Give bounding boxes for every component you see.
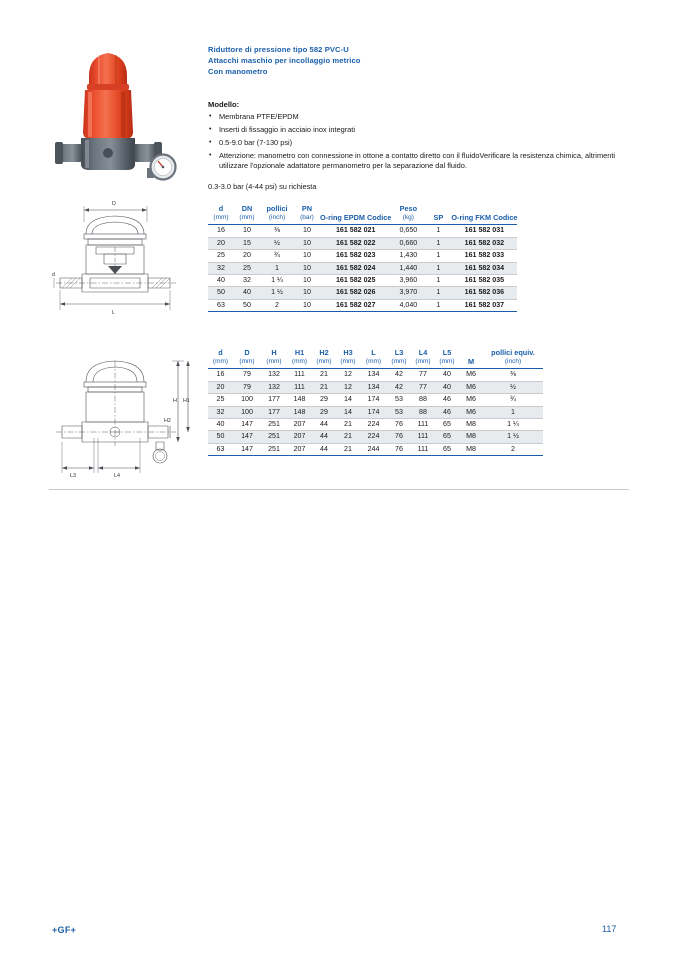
bullet-dot-icon: • bbox=[209, 152, 212, 159]
col-header-d-unit: (mm) bbox=[212, 358, 229, 366]
cell-L: 174 bbox=[360, 406, 387, 418]
table-row bbox=[208, 431, 543, 443]
table-dimensions bbox=[208, 348, 543, 456]
drawing-label-d: d bbox=[52, 272, 55, 278]
section-divider bbox=[49, 489, 629, 490]
title-line-1: Riduttore di pressione tipo 582 PVC-U bbox=[208, 45, 349, 54]
cell-L5: 40 bbox=[435, 369, 459, 381]
cell-dn: 40 bbox=[234, 287, 260, 299]
col-header-M-label: M bbox=[467, 357, 475, 367]
cell-L3: 76 bbox=[387, 418, 411, 430]
cell-D: 79 bbox=[233, 369, 261, 381]
cell-d: 25 bbox=[208, 394, 233, 406]
cell-L4: 111 bbox=[411, 443, 435, 455]
cell-peso: 0,650 bbox=[391, 225, 425, 237]
col-header-pn-label: PN bbox=[301, 204, 313, 213]
col-header-d bbox=[208, 204, 234, 225]
cell-H3: 14 bbox=[336, 406, 360, 418]
cell-H2: 21 bbox=[312, 381, 336, 393]
col-header-d-unit: (mm) bbox=[213, 214, 229, 222]
cell-code-epdm: 161 582 021 bbox=[320, 225, 391, 237]
cell-H2: 21 bbox=[312, 369, 336, 381]
cell-pollici: 1 bbox=[260, 262, 294, 274]
cell-H3: 21 bbox=[336, 418, 360, 430]
cell-sp: 1 bbox=[425, 262, 451, 274]
title-line-3: Con manometro bbox=[208, 67, 268, 77]
cell-H: 132 bbox=[261, 369, 287, 381]
cell-pollici: 1 ½ bbox=[260, 287, 294, 299]
col-header-M bbox=[459, 348, 483, 369]
cell-L5: 65 bbox=[435, 418, 459, 430]
table-row bbox=[208, 274, 517, 286]
cell-peso: 4,040 bbox=[391, 299, 425, 311]
cell-L3: 76 bbox=[387, 431, 411, 443]
product-photo bbox=[55, 40, 185, 180]
pressure-range-note: 0.3-3.0 bar (4-44 psi) su richiesta bbox=[208, 182, 317, 191]
col-header-oring-fkm bbox=[451, 204, 517, 225]
col-header-oring-fkm-label: O-ring FKM Codice bbox=[451, 213, 518, 223]
cell-pn: 10 bbox=[294, 250, 320, 262]
table-row bbox=[208, 394, 543, 406]
drawing-label-L4: L4 bbox=[114, 473, 120, 479]
cell-sp: 1 bbox=[425, 237, 451, 249]
col-header-L3 bbox=[387, 348, 411, 369]
table-row bbox=[208, 381, 543, 393]
product-title bbox=[208, 44, 638, 78]
col-header-L-label: L bbox=[371, 348, 376, 357]
cell-H1: 148 bbox=[287, 406, 312, 418]
col-header-L bbox=[360, 348, 387, 369]
col-header-pn bbox=[294, 204, 320, 225]
cell-H: 132 bbox=[261, 381, 287, 393]
table-row bbox=[208, 287, 517, 299]
col-header-D bbox=[233, 348, 261, 369]
cell-sp: 1 bbox=[425, 274, 451, 286]
cell-H1: 148 bbox=[287, 394, 312, 406]
cell-D: 100 bbox=[233, 406, 261, 418]
cell-L5: 40 bbox=[435, 381, 459, 393]
cell-L: 224 bbox=[360, 431, 387, 443]
cell-H1: 207 bbox=[287, 431, 312, 443]
cell-pn: 10 bbox=[294, 287, 320, 299]
cell-pn: 10 bbox=[294, 262, 320, 274]
cell-d: 40 bbox=[208, 418, 233, 430]
cell-L5: 65 bbox=[435, 443, 459, 455]
cell-dn: 50 bbox=[234, 299, 260, 311]
col-header-D-label: D bbox=[244, 348, 250, 357]
list-item-label: Inserti di fissaggio in acciaio inox integrati bbox=[219, 125, 355, 134]
table-row bbox=[208, 225, 517, 237]
cell-D: 147 bbox=[233, 443, 261, 455]
cell-d: 16 bbox=[208, 225, 234, 237]
cell-code-fkm: 161 582 033 bbox=[451, 250, 517, 262]
cell-H3: 21 bbox=[336, 443, 360, 455]
col-header-sp bbox=[425, 204, 451, 225]
list-item bbox=[208, 125, 636, 135]
col-header-L5 bbox=[435, 348, 459, 369]
drawing-label-H: H bbox=[173, 398, 177, 404]
cell-sp: 1 bbox=[425, 225, 451, 237]
cell-H2: 44 bbox=[312, 443, 336, 455]
cell-M: M6 bbox=[459, 394, 483, 406]
list-item bbox=[208, 138, 636, 148]
col-header-H-unit: (mm) bbox=[266, 358, 282, 366]
list-item bbox=[208, 151, 636, 172]
cell-code-fkm: 161 582 036 bbox=[451, 287, 517, 299]
col-header-pollici-equiv-label: pollici equiv. bbox=[491, 348, 535, 357]
cell-sp: 1 bbox=[425, 250, 451, 262]
col-header-pn-unit: (bar) bbox=[300, 214, 314, 222]
cell-M: M6 bbox=[459, 381, 483, 393]
cell-L5: 46 bbox=[435, 394, 459, 406]
cell-code-epdm: 161 582 026 bbox=[320, 287, 391, 299]
cell-M: M8 bbox=[459, 431, 483, 443]
cell-M: M8 bbox=[459, 443, 483, 455]
col-header-pollici-label: pollici bbox=[266, 204, 288, 213]
cell-L: 134 bbox=[360, 381, 387, 393]
cell-D: 147 bbox=[233, 431, 261, 443]
col-header-sp-label: SP bbox=[433, 213, 444, 223]
cell-H1: 207 bbox=[287, 443, 312, 455]
cell-H2: 44 bbox=[312, 418, 336, 430]
model-heading: Modello: bbox=[208, 100, 240, 109]
cell-pollici: ½ bbox=[260, 237, 294, 249]
cell-code-fkm: 161 582 034 bbox=[451, 262, 517, 274]
cell-H2: 44 bbox=[312, 431, 336, 443]
cell-code-epdm: 161 582 024 bbox=[320, 262, 391, 274]
cell-M: M8 bbox=[459, 418, 483, 430]
cell-pollici: 2 bbox=[260, 299, 294, 311]
cell-code-fkm: 161 582 031 bbox=[451, 225, 517, 237]
col-header-oring-epdm bbox=[320, 204, 391, 225]
col-header-H bbox=[261, 348, 287, 369]
cell-L: 224 bbox=[360, 418, 387, 430]
cell-dn: 32 bbox=[234, 274, 260, 286]
cell-pollici-equiv: 1 bbox=[483, 406, 543, 418]
list-item-label: 0.5-9.0 bar (7-130 psi) bbox=[219, 138, 293, 147]
col-header-pollici-equiv-unit: (inch) bbox=[504, 358, 522, 366]
cell-pollici: ¾ bbox=[260, 250, 294, 262]
cell-L4: 111 bbox=[411, 418, 435, 430]
col-header-H-label: H bbox=[271, 348, 277, 357]
cell-pollici-equiv: 2 bbox=[483, 443, 543, 455]
list-item bbox=[208, 112, 636, 122]
cell-L: 244 bbox=[360, 443, 387, 455]
col-header-H1-label: H1 bbox=[294, 348, 305, 357]
cell-L5: 65 bbox=[435, 431, 459, 443]
cell-d: 50 bbox=[208, 287, 234, 299]
cell-d: 20 bbox=[208, 237, 234, 249]
col-header-peso bbox=[391, 204, 425, 225]
page-number: 117 bbox=[602, 924, 617, 934]
cell-H1: 111 bbox=[287, 369, 312, 381]
cell-pollici-equiv: ⅜ bbox=[483, 369, 543, 381]
brand-logo: +GF+ bbox=[52, 925, 77, 935]
col-header-L3-unit: (mm) bbox=[391, 358, 407, 366]
drawing-label-H2: H2 bbox=[164, 418, 171, 424]
col-header-H2 bbox=[312, 348, 336, 369]
cell-H: 251 bbox=[261, 418, 287, 430]
cell-code-fkm: 161 582 032 bbox=[451, 237, 517, 249]
cell-dn: 25 bbox=[234, 262, 260, 274]
cell-peso: 1,440 bbox=[391, 262, 425, 274]
table-row bbox=[208, 262, 517, 274]
col-header-H2-unit: (mm) bbox=[316, 358, 332, 366]
col-header-H2-label: H2 bbox=[319, 348, 329, 357]
cell-d: 20 bbox=[208, 381, 233, 393]
col-header-dn-label: DN bbox=[241, 204, 253, 213]
col-header-H1 bbox=[287, 348, 312, 369]
technical-drawing-section bbox=[52, 192, 192, 340]
cell-L: 134 bbox=[360, 369, 387, 381]
cell-pollici-equiv: 1 ¼ bbox=[483, 418, 543, 430]
cell-H: 177 bbox=[261, 394, 287, 406]
col-header-oring-epdm-label: O-ring EPDM Codice bbox=[320, 213, 392, 223]
bullet-dot-icon: • bbox=[209, 113, 212, 120]
col-header-L-unit: (mm) bbox=[365, 358, 382, 366]
technical-drawing-outline bbox=[52, 346, 192, 486]
cell-d: 40 bbox=[208, 274, 234, 286]
cell-code-fkm: 161 582 035 bbox=[451, 274, 517, 286]
col-header-d bbox=[208, 348, 233, 369]
col-header-H3 bbox=[336, 348, 360, 369]
col-header-L4-label: L4 bbox=[418, 348, 428, 357]
cell-code-epdm: 161 582 027 bbox=[320, 299, 391, 311]
cell-H: 251 bbox=[261, 443, 287, 455]
cell-H3: 12 bbox=[336, 381, 360, 393]
cell-dn: 10 bbox=[234, 225, 260, 237]
bullet-dot-icon: • bbox=[209, 139, 212, 146]
cell-H: 251 bbox=[261, 431, 287, 443]
col-header-L5-label: L5 bbox=[442, 348, 452, 357]
table-row bbox=[208, 418, 543, 430]
cell-L3: 53 bbox=[387, 406, 411, 418]
table-row bbox=[208, 299, 517, 311]
table-row bbox=[208, 237, 517, 249]
col-header-L4-unit: (mm) bbox=[415, 358, 431, 366]
cell-D: 100 bbox=[233, 394, 261, 406]
model-bullet-list bbox=[208, 112, 636, 174]
drawing-label-L3: L3 bbox=[70, 473, 76, 479]
table-row bbox=[208, 443, 543, 455]
table-row bbox=[208, 406, 543, 418]
cell-peso: 3,960 bbox=[391, 274, 425, 286]
cell-sp: 1 bbox=[425, 287, 451, 299]
cell-d: 63 bbox=[208, 443, 233, 455]
cell-pollici-equiv: 1 ½ bbox=[483, 431, 543, 443]
cell-pn: 10 bbox=[294, 237, 320, 249]
cell-L4: 77 bbox=[411, 369, 435, 381]
cell-pollici-equiv: ¾ bbox=[483, 394, 543, 406]
col-header-d-label: d bbox=[218, 348, 223, 357]
cell-code-epdm: 161 582 025 bbox=[320, 274, 391, 286]
cell-D: 147 bbox=[233, 418, 261, 430]
col-header-L5-unit: (mm) bbox=[439, 358, 455, 366]
col-header-H1-unit: (mm) bbox=[291, 358, 308, 366]
cell-peso: 0,660 bbox=[391, 237, 425, 249]
cell-L3: 53 bbox=[387, 394, 411, 406]
cell-peso: 3,970 bbox=[391, 287, 425, 299]
cell-H3: 14 bbox=[336, 394, 360, 406]
cell-H1: 111 bbox=[287, 381, 312, 393]
col-header-D-unit: (mm) bbox=[239, 358, 255, 366]
cell-L4: 111 bbox=[411, 431, 435, 443]
cell-H3: 12 bbox=[336, 369, 360, 381]
drawing-label-H1: H1 bbox=[183, 398, 190, 404]
cell-H1: 207 bbox=[287, 418, 312, 430]
list-item-label: Attenzione: manometro con connessione in ottone a contatto diretto con il fluidoVerificare la resistenza chimica, altrimenti utilizzare l'opzionale adattatore permanometro per la separazione dal fluido. bbox=[219, 151, 616, 171]
cell-H2: 29 bbox=[312, 406, 336, 418]
table-order-codes bbox=[208, 204, 517, 312]
cell-dn: 15 bbox=[234, 237, 260, 249]
list-item-label: Membrana PTFE/EPDM bbox=[219, 112, 299, 121]
cell-H: 177 bbox=[261, 406, 287, 418]
cell-code-epdm: 161 582 023 bbox=[320, 250, 391, 262]
cell-code-epdm: 161 582 022 bbox=[320, 237, 391, 249]
cell-L3: 42 bbox=[387, 369, 411, 381]
col-header-H3-label: H3 bbox=[343, 348, 353, 357]
table-row bbox=[208, 369, 543, 381]
cell-d: 50 bbox=[208, 431, 233, 443]
cell-pn: 10 bbox=[294, 274, 320, 286]
cell-L5: 46 bbox=[435, 406, 459, 418]
cell-M: M6 bbox=[459, 369, 483, 381]
cell-H2: 29 bbox=[312, 394, 336, 406]
bullet-dot-icon: • bbox=[209, 126, 212, 133]
cell-pn: 10 bbox=[294, 225, 320, 237]
cell-code-fkm: 161 582 037 bbox=[451, 299, 517, 311]
title-line-2: Attacchi maschio per incollaggio metrico bbox=[208, 56, 361, 66]
cell-dn: 20 bbox=[234, 250, 260, 262]
cell-d: 25 bbox=[208, 250, 234, 262]
cell-pollici: 1 ¼ bbox=[260, 274, 294, 286]
cell-d: 32 bbox=[208, 406, 233, 418]
cell-pollici-equiv: ½ bbox=[483, 381, 543, 393]
col-header-dn-unit: (mm) bbox=[239, 214, 255, 222]
col-header-H3-unit: (mm) bbox=[340, 358, 356, 366]
cell-L3: 42 bbox=[387, 381, 411, 393]
col-header-peso-label: Peso bbox=[399, 204, 418, 213]
cell-M: M6 bbox=[459, 406, 483, 418]
cell-L3: 76 bbox=[387, 443, 411, 455]
col-header-dn bbox=[234, 204, 260, 225]
cell-L: 174 bbox=[360, 394, 387, 406]
cell-d: 16 bbox=[208, 369, 233, 381]
col-header-L3-label: L3 bbox=[394, 348, 404, 357]
drawing-label-D: D bbox=[112, 201, 116, 207]
drawing-label-L: L bbox=[112, 310, 115, 316]
col-header-L4 bbox=[411, 348, 435, 369]
cell-H3: 21 bbox=[336, 431, 360, 443]
cell-sp: 1 bbox=[425, 299, 451, 311]
cell-d: 63 bbox=[208, 299, 234, 311]
cell-L4: 88 bbox=[411, 406, 435, 418]
col-header-d-label: d bbox=[218, 204, 224, 213]
col-header-peso-unit: (kg) bbox=[402, 214, 414, 222]
cell-L4: 88 bbox=[411, 394, 435, 406]
cell-d: 32 bbox=[208, 262, 234, 274]
cell-pn: 10 bbox=[294, 299, 320, 311]
cell-D: 79 bbox=[233, 381, 261, 393]
cell-L4: 77 bbox=[411, 381, 435, 393]
col-header-pollici-unit: (inch) bbox=[268, 214, 286, 222]
col-header-pollici bbox=[260, 204, 294, 225]
col-header-pollici-equiv bbox=[483, 348, 543, 369]
cell-pollici: ⅜ bbox=[260, 225, 294, 237]
cell-peso: 1,430 bbox=[391, 250, 425, 262]
table-row bbox=[208, 250, 517, 262]
